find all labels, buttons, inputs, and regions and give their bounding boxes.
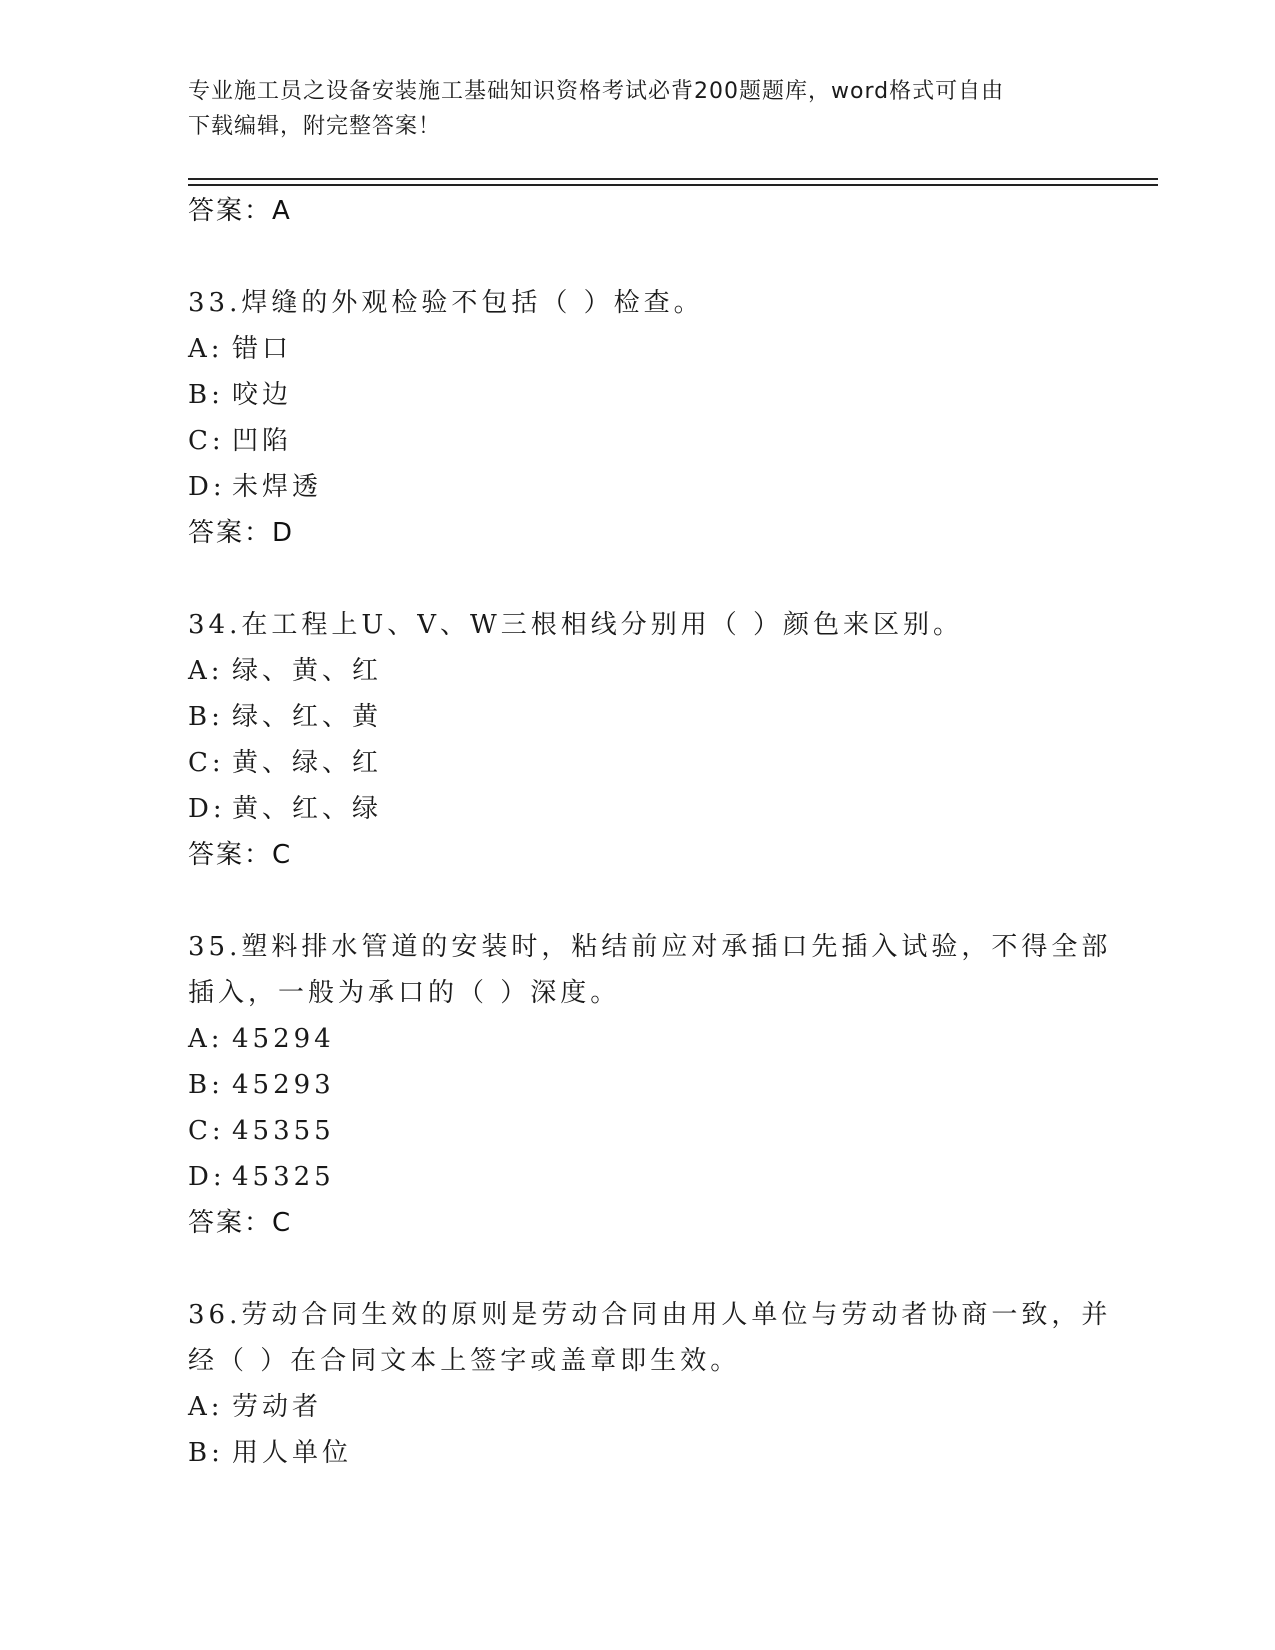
question-text-line-1: 36.劳动合同生效的原则是劳动合同由用人单位与劳动者协商一致，并: [188, 1300, 1112, 1330]
option-item: [188, 326, 1088, 372]
question-text-line-2: 经（ ）在合同文本上签字或盖章即生效。: [188, 1346, 741, 1376]
option-item: [188, 418, 1088, 464]
option-item: [188, 1062, 1088, 1108]
option-text: 咬边: [232, 380, 293, 410]
option-text: 45293: [232, 1070, 335, 1100]
option-text: 未焊透: [232, 472, 323, 502]
option-item: [188, 648, 1088, 694]
option-label: A:: [188, 656, 224, 686]
header-divider-bottom: [188, 184, 1158, 186]
option-label: C:: [188, 748, 225, 778]
question-list: [188, 188, 1112, 1476]
option-label: A:: [188, 334, 224, 364]
option-label: B:: [188, 702, 224, 732]
option-item: [188, 1384, 1088, 1430]
option-text: 凹陷: [232, 426, 293, 456]
option-text: 45294: [232, 1024, 335, 1054]
option-item: [188, 1016, 1088, 1062]
question-text: 34.在工程上U、V、W三根相线分别用（ ）颜色来区别。: [188, 610, 964, 640]
option-label: B:: [188, 380, 224, 410]
header-line-2: 下载编辑，附完整答案！: [188, 114, 442, 139]
spacer: [188, 878, 1088, 924]
answer-line: 答案：A: [188, 196, 292, 226]
option-item: [188, 1154, 1088, 1200]
document-header: [188, 74, 1068, 144]
question-text: 33.焊缝的外观检验不包括（ ）检查。: [188, 288, 704, 318]
option-label: A:: [188, 1024, 224, 1054]
option-text: 用人单位: [232, 1438, 353, 1468]
option-text: 错口: [232, 334, 293, 364]
option-text: 绿、黄、红: [232, 656, 383, 686]
spacer: [188, 234, 1088, 280]
option-item: [188, 740, 1088, 786]
option-item: [188, 464, 1088, 510]
answer-line: 答案：D: [188, 518, 295, 548]
question-text-line-2: 插入，一般为承口的（ ）深度。: [188, 978, 621, 1008]
option-item: [188, 1108, 1088, 1154]
question-block: [188, 1292, 1112, 1476]
option-item: [188, 1430, 1088, 1476]
option-text: 黄、绿、红: [232, 748, 383, 778]
option-label: D:: [188, 1162, 226, 1192]
option-label: D:: [188, 472, 226, 502]
option-text: 45355: [232, 1116, 335, 1146]
spacer: [188, 1246, 1088, 1292]
option-text: 绿、红、黄: [232, 702, 383, 732]
option-text: 45325: [232, 1162, 335, 1192]
option-text: 黄、红、绿: [232, 794, 383, 824]
option-label: D:: [188, 794, 226, 824]
question-block: [188, 602, 1088, 878]
option-label: B:: [188, 1070, 224, 1100]
answer-line: 答案：C: [188, 840, 293, 870]
option-label: C:: [188, 426, 225, 456]
question-block: [188, 924, 1112, 1246]
option-item: [188, 372, 1088, 418]
spacer: [188, 556, 1088, 602]
answer-line: 答案：C: [188, 1208, 293, 1238]
option-label: A:: [188, 1392, 224, 1422]
option-label: B:: [188, 1438, 224, 1468]
question-block: [188, 280, 1088, 556]
question-text-line-1: 35.塑料排水管道的安装时，粘结前应对承插口先插入试验，不得全部: [188, 932, 1112, 962]
option-label: C:: [188, 1116, 225, 1146]
header-divider-top: [188, 178, 1158, 180]
header-line-1: 专业施工员之设备安装施工基础知识资格考试必背200题题库，word格式可自由: [188, 79, 1005, 104]
option-item: [188, 694, 1088, 740]
option-item: [188, 786, 1088, 832]
option-text: 劳动者: [232, 1392, 323, 1422]
